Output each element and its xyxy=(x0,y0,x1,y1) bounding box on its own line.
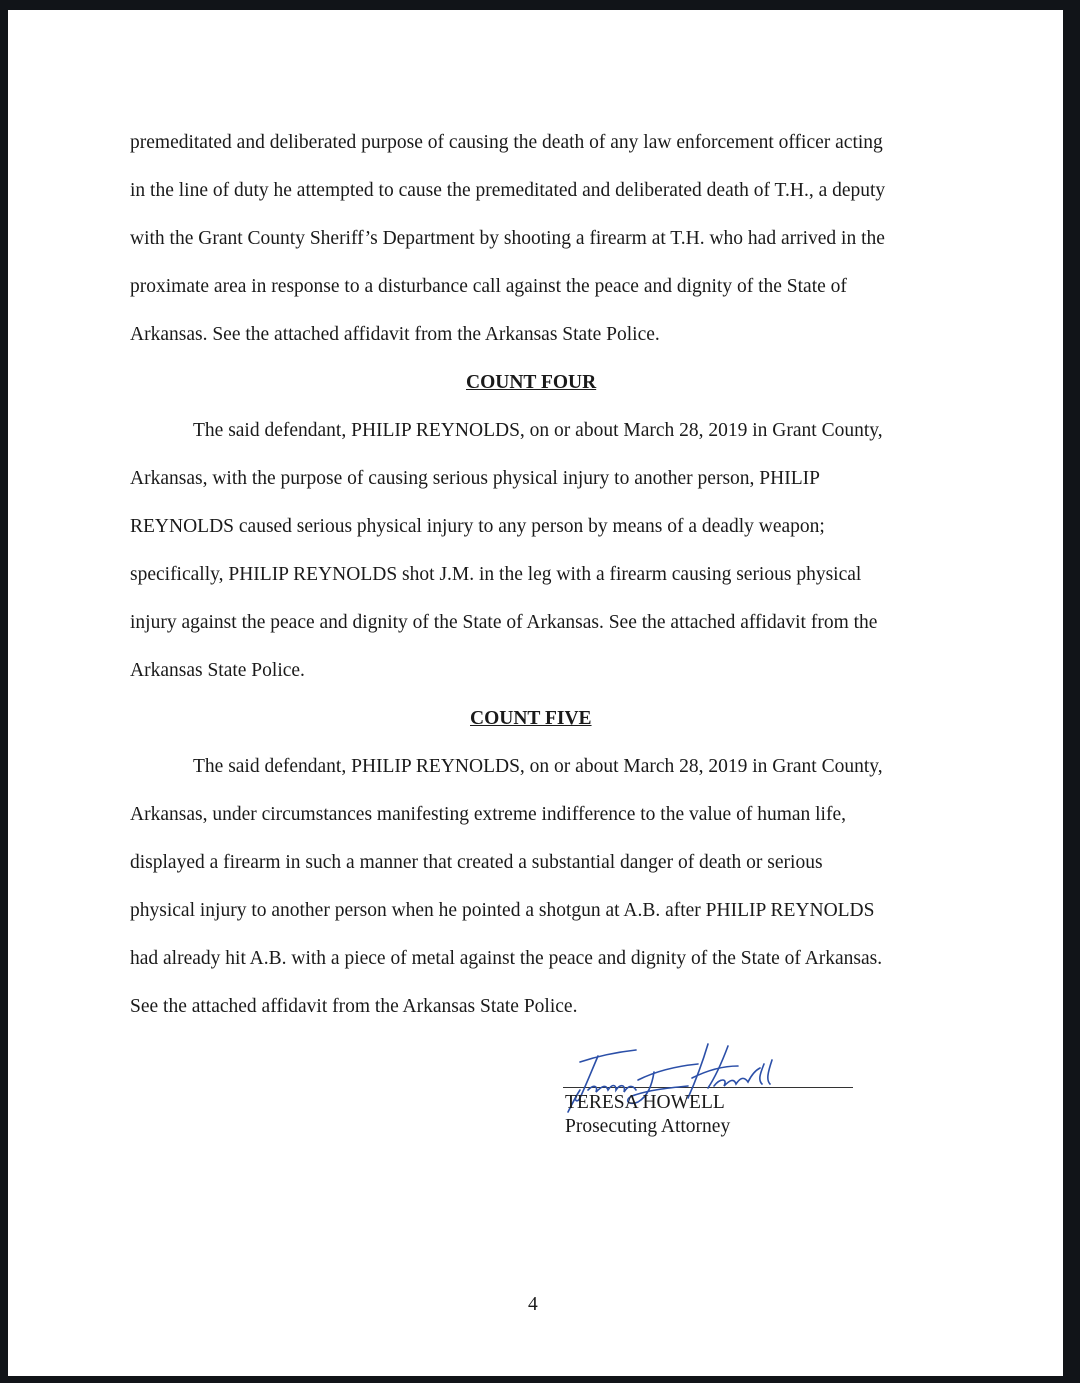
text-line: with the Grant County Sheriff’s Department by shooting a firearm at T.H. who had arrived in the xyxy=(130,228,885,249)
text-line: had already hit A.B. with a piece of metal against the peace and dignity of the State of Arkansas. xyxy=(130,948,883,969)
text-line: Arkansas State Police. xyxy=(130,660,305,681)
text-line: Arkansas, under circumstances manifesting extreme indifference to the value of human life, xyxy=(130,804,846,825)
text-line: The said defendant, PHILIP REYNOLDS, on or about March 28, 2019 in Grant County, xyxy=(193,756,883,777)
text-line: Arkansas, with the purpose of causing serious physical injury to another person, PHILIP xyxy=(130,468,820,489)
text-line: displayed a firearm in such a manner that created a substantial danger of death or serious xyxy=(130,852,823,873)
text-line: premeditated and deliberated purpose of causing the death of any law enforcement officer acting xyxy=(130,132,883,153)
text-line: injury against the peace and dignity of the State of Arkansas. See the attached affidavit from the xyxy=(130,612,878,633)
text-line: REYNOLDS caused serious physical injury to any person by means of a deadly weapon; xyxy=(130,516,825,537)
count-five-heading: COUNT FIVE xyxy=(470,708,592,729)
count-four-heading: COUNT FOUR xyxy=(466,372,597,393)
text-line: Arkansas. See the attached affidavit from the Arkansas State Police. xyxy=(130,324,660,345)
text-line: in the line of duty he attempted to cause the premeditated and deliberated death of T.H., a deputy xyxy=(130,180,886,201)
text-line: The said defendant, PHILIP REYNOLDS, on or about March 28, 2019 in Grant County, xyxy=(193,420,883,441)
text-line: proximate area in response to a disturbance call against the peace and dignity of the State of xyxy=(130,276,847,297)
text-line: physical injury to another person when he pointed a shotgun at A.B. after PHILIP REYNOLDS xyxy=(130,900,875,921)
page-number: 4 xyxy=(528,1294,538,1315)
signer-name: TERESA HOWELL xyxy=(565,1092,725,1113)
document-page xyxy=(8,10,1063,1376)
text-line: See the attached affidavit from the Arkansas State Police. xyxy=(130,996,578,1017)
signer-title: Prosecuting Attorney xyxy=(565,1116,731,1137)
text-line: specifically, PHILIP REYNOLDS shot J.M. in the leg with a firearm causing serious physical xyxy=(130,564,862,585)
